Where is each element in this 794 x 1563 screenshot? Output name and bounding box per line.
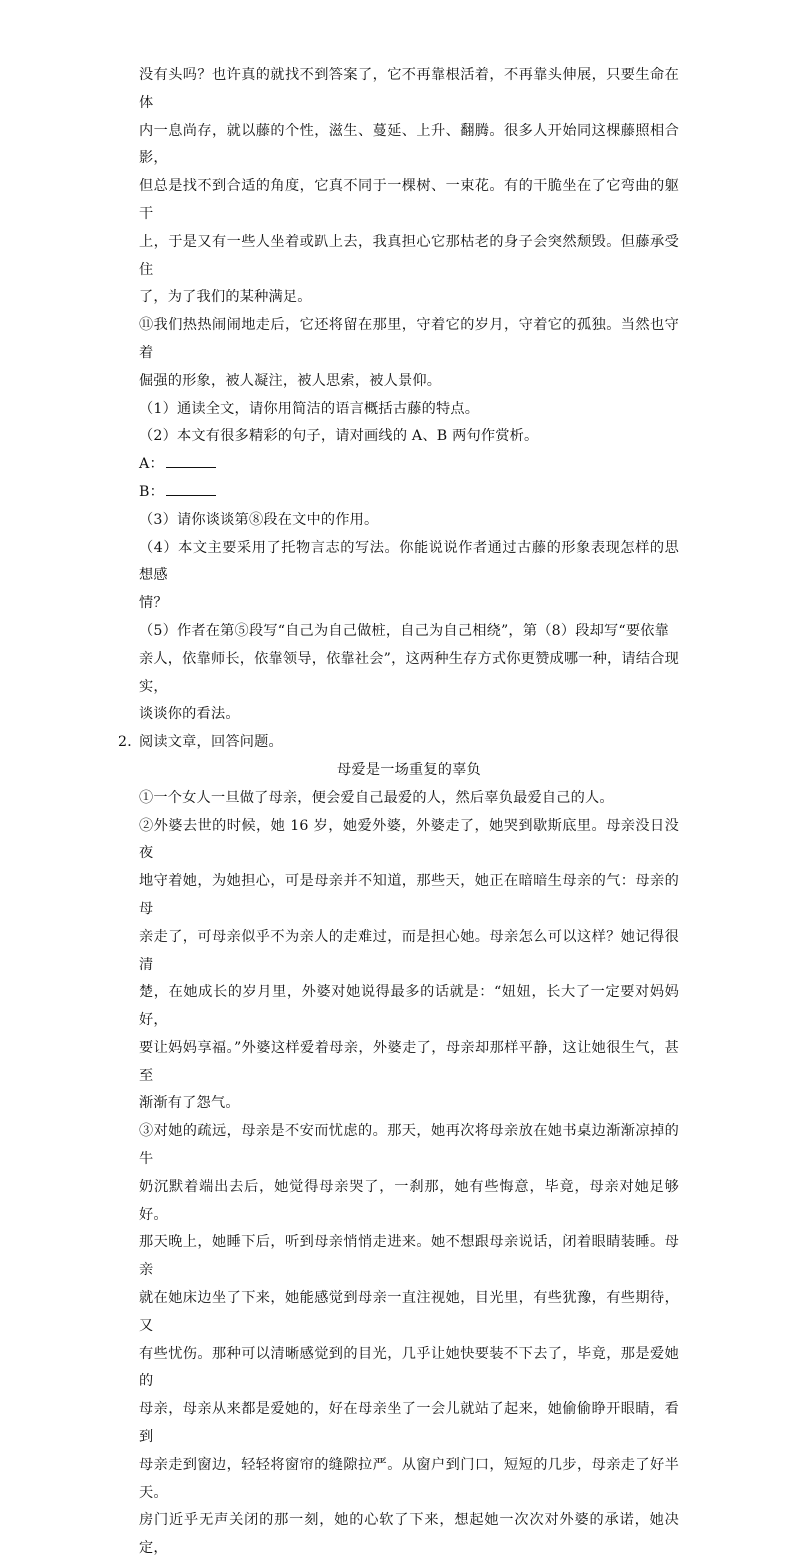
question-3: （3）请你谈谈第⑧段在文中的作用。 [139, 511, 379, 528]
text-line: 那天晚上，她睡下后，听到母亲悄悄走进来。她不想跟母亲说话，闭着眼睛装睡。母亲 [139, 1234, 679, 1279]
text-line: ⑪我们热热闹闹地走后，它还将留在那里，守着它的岁月，守着它的孤独。当然也守着 [139, 317, 679, 361]
text-line: 谈谈你的看法。 [139, 706, 240, 723]
text-line: 上，于是又有一些人坐着或趴上去，我真担心它那枯老的身子会突然颓毁。但藤承受住 [139, 233, 679, 278]
text-line: 楚，在她成长的岁月里，外婆对她说得最多的话就是：“妞妞，长大了一定要对妈妈好， [139, 984, 679, 1029]
text-line: 就在她床边坐了下来，她能感觉到母亲一直注视她，目光里，有些犹豫，有些期待，又 [139, 1290, 679, 1334]
question-number: 2． [118, 734, 142, 751]
passage-paragraph-continued [139, 62, 679, 312]
answer-b-blank[interactable] [166, 481, 216, 496]
text-line: 地守着她，为她担心，可是母亲并不知道，那些天，她正在暗暗生母亲的气：母亲的母 [139, 873, 679, 917]
text-line: 亲人，依靠师长，依靠领导，依靠社会”，这两种生存方式你更赞成哪一种，请结合现实， [139, 650, 679, 695]
answer-b-label: B： [139, 483, 165, 500]
text-line: 倔强的形象，被人凝注，被人思索，被人景仰。 [139, 372, 442, 389]
question-2-header [118, 729, 679, 757]
answer-a-blank[interactable] [166, 453, 216, 468]
text-line: 母亲，母亲从来都是爱她的，好在母亲坐了一会儿就站了起来，她偷偷睁开眼睛，看到 [139, 1401, 679, 1446]
article-paragraph-3 [139, 1118, 679, 1563]
answer-b [139, 479, 679, 507]
article-paragraph-2 [139, 813, 679, 1119]
question-4 [139, 535, 679, 618]
article-title: 母爱是一场重复的辜负 [337, 761, 481, 778]
answer-a-label: A： [139, 456, 164, 473]
question-5 [139, 618, 679, 729]
text-line: 了，为了我们的某种满足。 [139, 289, 312, 306]
text-line: 内一息尚存，就以藤的个性，滋生、蔓延、上升、翻腾。很多人开始同这棵藤照相合影， [139, 122, 679, 167]
question-2: （2）本文有很多精彩的句子，请对画线的 A、B 两句作赏析。 [139, 428, 539, 445]
question-instruction: 阅读文章，回答问题。 [139, 734, 283, 751]
text-line: 有些忧伤。那种可以清晰感觉到的目光，几乎让她快要装不下去了，毕竟，那是爱她的 [139, 1345, 679, 1390]
article-paragraph-1: ①一个女人一旦做了母亲，便会爱自己最爱的人，然后辜负最爱自己的人。 [139, 789, 614, 806]
text-line: 没有头吗？也许真的就找不到答案了，它不再靠根活着，不再靠头伸展，只要生命在体 [139, 67, 679, 111]
text-line: （4）本文主要采用了托物言志的写法。你能说说作者通过古藤的形象表现怎样的思想感 [139, 539, 679, 584]
document-body [118, 62, 679, 1563]
text-line: ②外婆去世的时候，她 16 岁，她爱外婆，外婆走了，她哭到歇斯底里。母亲没日没夜 [139, 817, 679, 862]
text-line: ③对她的疏远，母亲是不安而忧虑的。那天，她再次将母亲放在她书桌边渐渐凉掉的牛 [139, 1123, 679, 1168]
text-line: 渐渐有了怨气。 [139, 1095, 240, 1112]
question-list [139, 396, 679, 730]
question-1: （1）通读全文，请你用简洁的语言概括古藤的特点。 [139, 400, 480, 417]
text-line: 母亲走到窗边，轻轻将窗帘的缝隙拉严。从窗户到门口，短短的几步，母亲走了好半天。 [139, 1456, 679, 1501]
text-line: 但总是找不到合适的角度，它真不同于一棵树、一束花。有的干脆坐在了它弯曲的躯干 [139, 178, 679, 222]
text-line: 情？ [139, 595, 168, 612]
text-line: 亲走了，可母亲似乎不为亲人的走难过，而是担心她。母亲怎么可以这样？她记得很清 [139, 928, 679, 973]
answer-a [139, 451, 679, 479]
text-line: 要让妈妈享福。”外婆这样爱着母亲，外婆走了，母亲却那样平静，这让她很生气，甚至 [139, 1039, 679, 1084]
text-line: 房门近乎无声关闭的那一刻，她的心软了下来，想起她一次次对外婆的承诺，她决定， [139, 1512, 679, 1557]
passage-paragraph-11 [139, 312, 679, 395]
text-line: 奶沉默着端出去后，她觉得母亲哭了，一刹那，她有些悔意，毕竟，母亲对她足够好。 [139, 1178, 679, 1223]
text-line: （5）作者在第⑤段写“自己为自己做桩，自己为自己相绕”，第（8）段却写“要依靠 [139, 622, 669, 639]
